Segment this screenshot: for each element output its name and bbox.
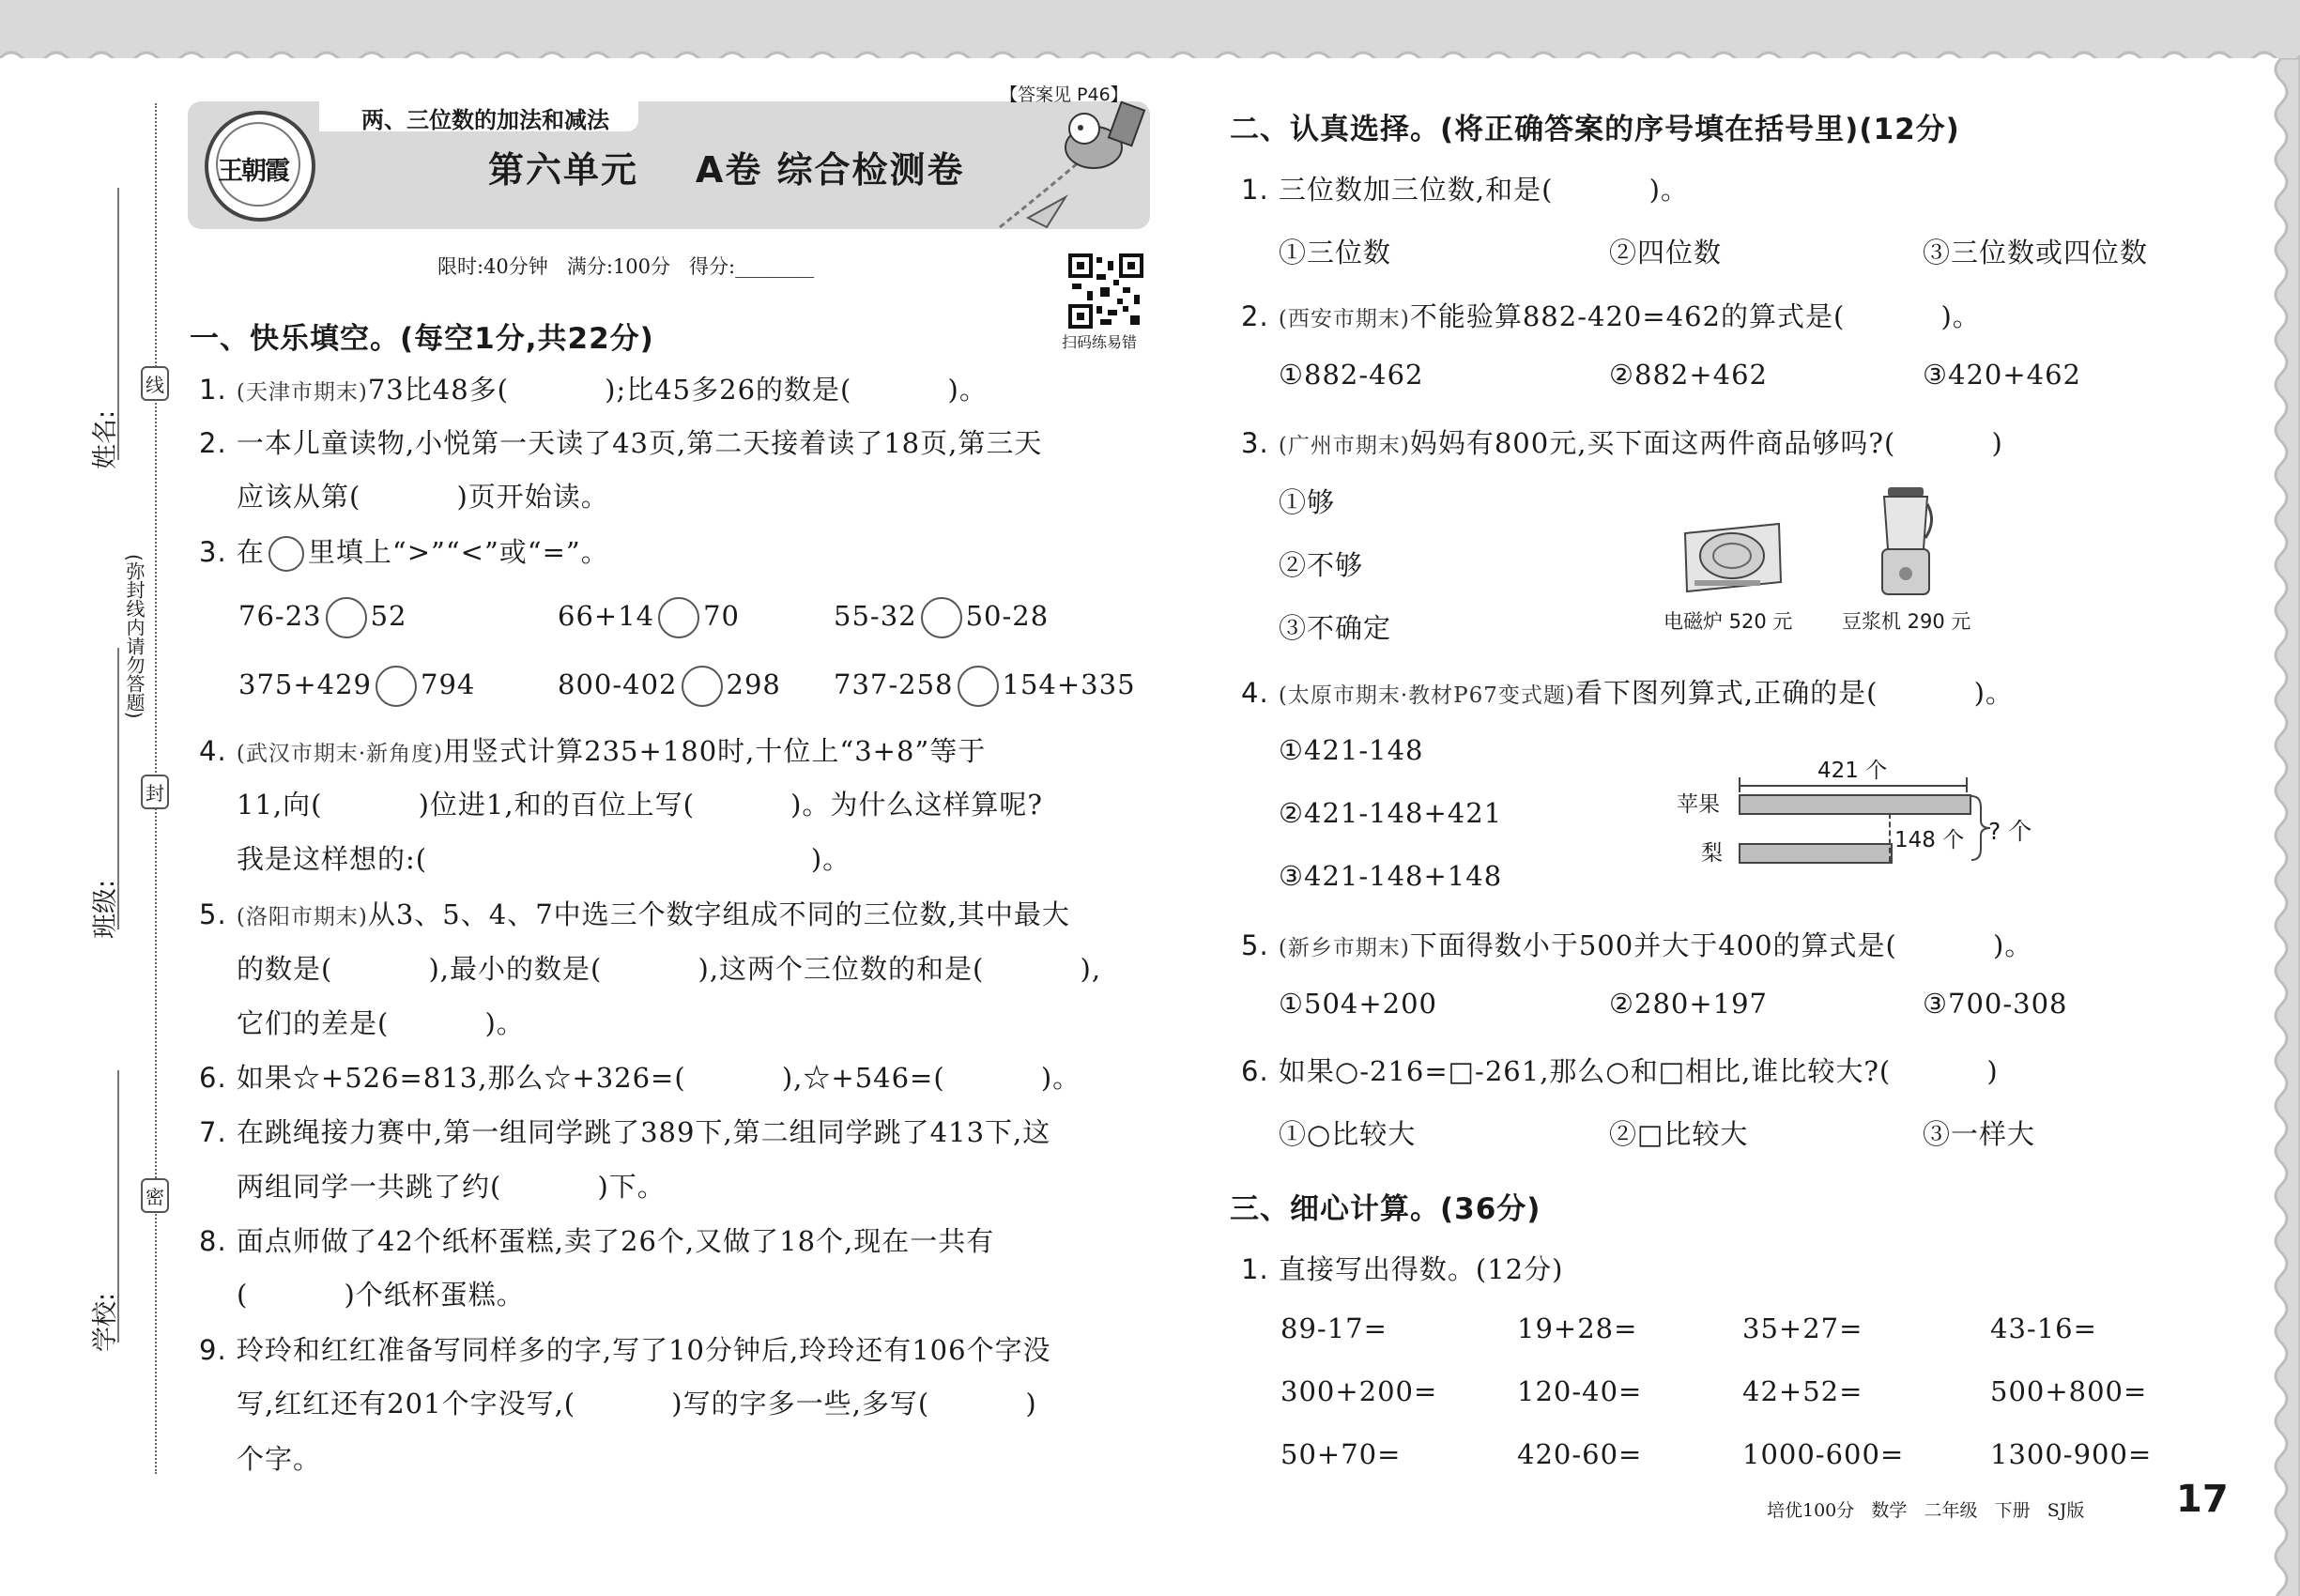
unit-subtitle: 两、三位数的加法和减法 (361, 106, 609, 133)
s2-question-3 (1241, 422, 2003, 461)
s1-question-3 (199, 531, 609, 572)
option-1[interactable]: ①三位数 (1279, 237, 1392, 269)
question-number: 5. (1241, 929, 1269, 961)
calc-item[interactable]: 1000-600= (1742, 1438, 1905, 1470)
question-number: 1. (1241, 1253, 1269, 1285)
question-pre: 在 (236, 536, 265, 568)
question-text-line1: 从3、5、4、7中选三个数字组成不同的三位数,其中最大 (367, 898, 1070, 930)
question-text[interactable]: 如果○-216=□-261,那么○和□相比,谁比较大?( ) (1278, 1055, 1999, 1087)
option-2[interactable]: ②421-148+421 (1279, 797, 1503, 829)
line-mark: 线 (141, 366, 169, 401)
question-number: 5. (199, 898, 227, 930)
calc-item[interactable]: 50+70= (1280, 1438, 1402, 1470)
question-label: ? 个 (1988, 818, 2032, 845)
compare-item[interactable]: 737-258 154+335 (834, 666, 1136, 707)
calc-item[interactable]: 300+200= (1280, 1375, 1438, 1407)
question-text-line3[interactable]: 我是这样想的:( )。 (237, 843, 851, 875)
logo-text: 王朝霞 (218, 157, 288, 186)
question-post: 里填上“>”“<”或“=”。 (307, 536, 609, 568)
item2-label: 豆浆机 290 元 (1842, 610, 1971, 633)
option-1[interactable]: ①够 (1279, 486, 1336, 518)
series-info: 培优100分 数学 二年级 下册 SJ版 (1767, 1500, 2085, 1521)
question-text[interactable]: 看下图列算式,正确的是( )。 (1574, 677, 2014, 709)
school-label: 学校: (91, 1292, 120, 1352)
top-label: 421 个 (1817, 759, 1888, 783)
option-1[interactable]: ①882-462 (1279, 359, 1424, 391)
question-number: 3. (199, 536, 227, 568)
question-number: 4. (1241, 677, 1269, 709)
question-text-line1: 用竖式计算235+180时,十位上“3+8”等于 (443, 735, 987, 767)
s2-question-1 (1241, 169, 1689, 207)
calc-item[interactable]: 120-40= (1517, 1375, 1643, 1407)
s2-question-2 (1241, 296, 1981, 334)
question-text-line3: 个字。 (237, 1443, 322, 1475)
exam-meta: 限时:40分钟 满分:100分 得分:________ (437, 255, 815, 278)
question-text[interactable]: 不能验算882-420=462的算式是( )。 (1409, 300, 1981, 332)
compare-item[interactable]: 800-402 298 (558, 666, 781, 707)
s1-question-2 (199, 422, 1042, 461)
question-text-line2[interactable]: 写,红红还有201个字没写,( )写的字多一些,多写( ) (237, 1388, 1037, 1420)
item1-label: 电磁炉 520 元 (1664, 610, 1793, 633)
question-number: 6. (1241, 1055, 1269, 1087)
label-apple: 苹果 (1677, 792, 1720, 817)
option-1[interactable]: ①504+200 (1279, 988, 1438, 1020)
question-number: 3. (1241, 427, 1269, 459)
option-2[interactable]: ②280+197 (1609, 988, 1769, 1020)
option-3[interactable]: ③700-308 (1923, 988, 2068, 1020)
unit-title: 第六单元 A卷 综合检测卷 (488, 149, 965, 191)
qr-code-icon[interactable] (1068, 253, 1143, 329)
question-text[interactable]: 73比48多( );比45多26的数是( )。 (367, 374, 988, 406)
wavy-border-right (2262, 58, 2300, 1596)
question-text[interactable]: 如果☆+526=813,那么☆+326=( ),☆+546=( )。 (236, 1062, 1081, 1094)
s3-question-1 (1241, 1249, 1563, 1287)
question-number: 1. (199, 374, 227, 406)
compare-circle-icon[interactable] (958, 666, 999, 707)
calc-item[interactable]: 42+52= (1742, 1375, 1863, 1407)
s1-question-6 (199, 1057, 1081, 1096)
compare-circle-icon[interactable] (921, 597, 962, 638)
pear-bar (1739, 843, 1893, 864)
question-text-line1: 面点师做了42个纸杯蛋糕,卖了26个,又做了18个,现在一共有 (236, 1225, 995, 1257)
calc-item[interactable]: 43-16= (1990, 1312, 2097, 1344)
option-3[interactable]: ③421-148+148 (1279, 860, 1503, 892)
question-text-line1: 在跳绳接力赛中,第一组同学跳了389下,第二组同学跳了413下,这 (236, 1116, 1051, 1148)
binding-notice: (弥封线内请勿答题) (124, 554, 145, 742)
rocket-character-icon (990, 86, 1169, 237)
publisher-logo (205, 111, 315, 222)
qr-caption: 扫码练易错 (1062, 333, 1138, 351)
s1-question-9 (199, 1329, 1051, 1368)
name-label: 姓名: (91, 409, 120, 469)
s2-question-4 (1241, 672, 2014, 711)
question-text[interactable]: 妈妈有800元,买下面这两件商品够吗?( ) (1409, 427, 2003, 459)
option-2[interactable]: ②四位数 (1609, 237, 1723, 269)
s2-question-6 (1241, 1051, 1999, 1089)
question-source: (洛阳市期末) (236, 905, 368, 929)
question-number: 9. (199, 1334, 227, 1366)
question-number: 4. (199, 735, 227, 767)
label-pear: 梨 (1701, 841, 1723, 866)
question-text-line2[interactable]: ( )个纸杯蛋糕。 (237, 1279, 525, 1311)
question-source: (太原市期末·教材P67变式题) (1278, 683, 1575, 708)
section1-title: 一、快乐填空。(每空1分,共22分) (190, 322, 654, 356)
apple-bar (1739, 794, 1971, 815)
question-text-line2[interactable]: 应该从第( )页开始读。 (237, 481, 609, 513)
question-number: 6. (199, 1062, 227, 1094)
question-text[interactable]: 下面得数小于500并大于400的算式是( )。 (1409, 929, 2033, 961)
page-number: 17 (2176, 1478, 2229, 1521)
s1-question-5 (199, 894, 1070, 932)
s1-question-8 (199, 1220, 994, 1259)
calc-item[interactable]: 35+27= (1742, 1312, 1863, 1344)
compare-circle-icon (268, 536, 304, 572)
compare-item[interactable]: 55-32 50-28 (834, 597, 1049, 638)
question-number: 7. (199, 1116, 227, 1148)
question-text-line3[interactable]: 它们的差是( )。 (237, 1007, 525, 1039)
compare-item[interactable]: 375+429 794 (238, 666, 475, 707)
section3-title: 三、细心计算。(36分) (1230, 1192, 1541, 1226)
option-2[interactable]: ②不够 (1279, 549, 1364, 581)
option-1[interactable]: ①421-148 (1279, 734, 1424, 766)
calc-item[interactable]: 1300-900= (1990, 1438, 2153, 1470)
compare-circle-icon[interactable] (326, 597, 367, 638)
question-text[interactable]: 三位数加三位数,和是( )。 (1278, 174, 1689, 206)
compare-circle-icon[interactable] (376, 666, 417, 707)
induction-cooker-icon (1676, 514, 1788, 599)
question-text: 直接写出得数。(12分) (1278, 1253, 1564, 1285)
question-text-line2[interactable]: 11,向( )位进1,和的百位上写( )。为什么这样算呢? (237, 789, 1043, 821)
compare-circle-icon[interactable] (658, 597, 699, 638)
option-3[interactable]: ③不确定 (1279, 612, 1392, 644)
option-3[interactable]: ③420+462 (1923, 359, 2082, 391)
option-3[interactable]: ③三位数或四位数 (1923, 237, 2149, 269)
s1-question-4 (199, 730, 986, 769)
calc-item[interactable]: 89-17= (1280, 1312, 1388, 1344)
question-source: (广州市期末) (1278, 434, 1410, 458)
question-source: (西安市期末) (1278, 307, 1410, 331)
question-number: 1. (1241, 174, 1269, 206)
question-text-line1: 玲玲和红红准备写同样多的字,写了10分钟后,玲玲还有106个字没 (236, 1334, 1051, 1366)
question-number: 8. (199, 1225, 227, 1257)
question-number: 2. (199, 427, 227, 459)
question-source: (武汉市期末·新角度) (236, 742, 444, 766)
section2-title: 二、认真选择。(将正确答案的序号填在括号里)(12分) (1230, 113, 1960, 146)
compare-item[interactable]: 66+14 70 (558, 597, 740, 638)
option-2[interactable]: ②□比较大 (1609, 1118, 1749, 1150)
seal-mark: 封 (141, 775, 169, 809)
class-label: 班级: (91, 879, 120, 939)
question-source: (天津市期末) (236, 380, 368, 405)
diff-label: 148 个 (1894, 828, 1965, 852)
question-text-line2[interactable]: 的数是( ),最小的数是( ),这两个三位数的和是( ), (237, 953, 1102, 985)
option-3[interactable]: ③一样大 (1923, 1118, 2036, 1150)
compare-item[interactable]: 76-23 52 (238, 597, 407, 638)
compare-circle-icon[interactable] (682, 666, 723, 707)
question-number: 2. (1241, 300, 1269, 332)
option-2[interactable]: ②882+462 (1609, 359, 1769, 391)
s1-question-1 (199, 369, 988, 407)
number-mark: 密 (141, 1178, 169, 1213)
option-1[interactable]: ①○比较大 (1279, 1118, 1417, 1150)
question-source: (新乡市期末) (1278, 936, 1410, 960)
calc-item[interactable]: 19+28= (1517, 1312, 1638, 1344)
s1-question-7 (199, 1112, 1050, 1150)
calc-item[interactable]: 420-60= (1517, 1438, 1643, 1470)
answer-reference: 【答案见 P46】 (1000, 84, 1128, 105)
question-text-line2[interactable]: 两组同学一共跳了约( )下。 (237, 1171, 666, 1203)
s2-question-5 (1241, 925, 2032, 963)
soymilk-machine-icon (1873, 483, 1939, 601)
calc-item[interactable]: 500+800= (1990, 1375, 2148, 1407)
question-text-line1: 一本儿童读物,小悦第一天读了43页,第二天接着读了18页,第三天 (236, 427, 1043, 459)
